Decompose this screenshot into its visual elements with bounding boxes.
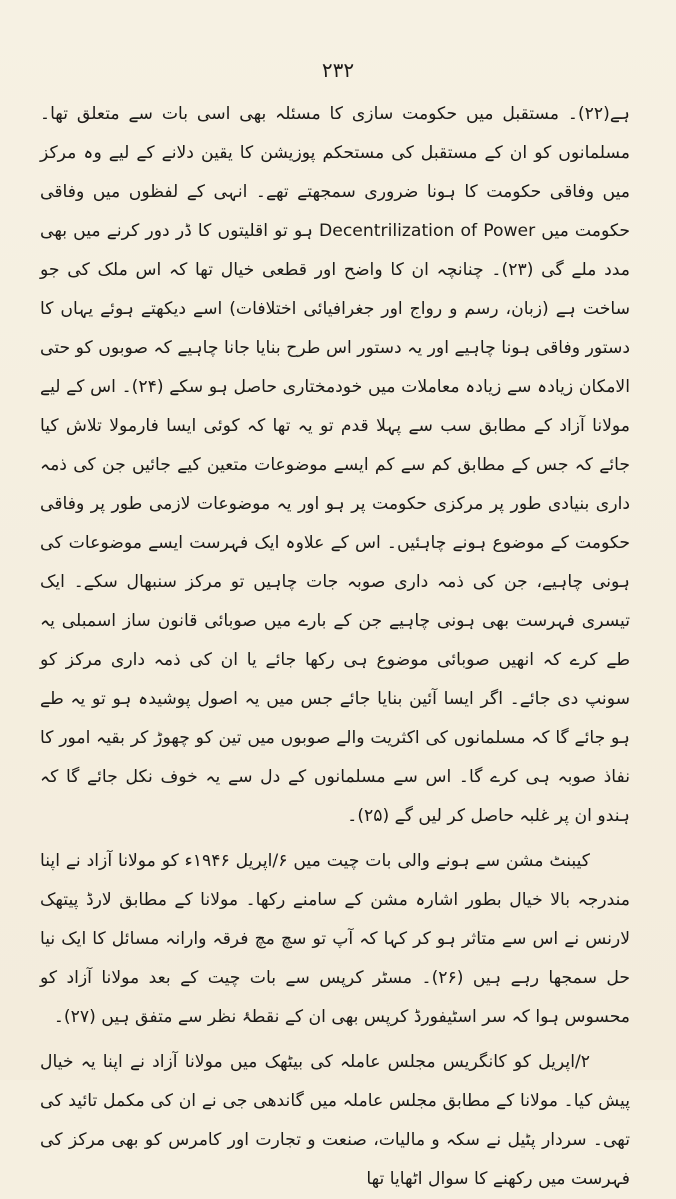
paragraph-3: ۲/اپریل کو کانگریس مجلس عاملہ کی بیٹھک میں مولانا آزاد نے اپنا یہ خیال پیش کیا۔ مولانا کے مطابق مجلس عاملہ میں گاندھی جی نے ان کی مکمل تائید کی تھی۔ سردار پٹیل نے سکہ و مالیات، صنعت و تجارت اور کامرس کو بھی مرکز کی فہرست میں رکھنے کا سوال اٹھایا تھا [40, 1052, 630, 1189]
paragraph-2: کیبنٹ مشن سے ہونے والی بات چیت میں ۶/اپریل ۱۹۴۶ء کو مولانا آزاد نے اپنا مندرجہ بالا خیال بطور اشارہ مشن کے سامنے رکھا۔ مولانا کے مطابق لارڈ پیتھک لارنس نے اس سے متاثر ہو کر کہا کہ آپ تو سچ مچ فرقہ وارانہ مسائل کا ایک نیا حل سمجھا رہے ہیں (۲۶)۔ مسٹر کرپس سے بات چیت کے بعد مولانا آزاد کو محسوس ہوا کہ سر اسٹیفورڈ کرپس بھی ان کے نقطۂ نظر سے متفق ہیں (۲۷)۔ [40, 851, 630, 1027]
paragraph-1: ہے(۲۲)۔ مستقبل میں حکومت سازی کا مسئلہ بھی اسی بات سے متعلق تھا۔ مسلمانوں کو ان کے مستقبل کی مستحکم پوزیشن کا یقین دلانے کے لیے وہ مرکز میں وفاقی حکومت کا ہونا ضروری سمجھتے تھے۔ انہی کے لفظوں میں وفاقی حکومت میں Decentrilization of Power ہو تو اقلیتوں کا ڈر دور کرنے میں بھی مدد ملے گی (۲۳)۔ چنانچہ ان کا واضح اور قطعی خیال تھا کہ اس ملک کی جو ساخت ہے (زبان، رسم و رواج اور جغرافیائی اختلافات) اسے دیکھتے ہوئے یہاں کا دستور وفاقی ہونا چاہیے اور یہ دستور اس طرح بنایا جانا چاہیے کہ صوبوں کو حتی الامکان زیادہ سے زیادہ معاملات میں خودمختاری حاصل ہو سکے (۲۴)۔ اس کے لیے مولانا آزاد کے مطابق سب سے پہلا قدم تو یہ تھا کہ کوئی ایسا فارمولا تلاش کیا جائے کہ جس کے مطابق کم سے کم ایسے موضوعات متعین کیے جائیں جن کی ذمہ داری بنیادی طور پر مرکزی حکومت پر ہو اور یہ موضوعات لازمی طور پر وفاقی حکومت کے موضوع ہونے چاہئیں۔ اس کے علاوہ ایک فہرست ایسے موضوعات کی ہونی چاہیے، جن کی ذمہ داری صوبہ جات چاہیں تو مرکز سنبھال سکے۔ ایک تیسری فہرست بھی ہونی چاہیے جن کے بارے میں صوبائی قانون ساز اسمبلی یہ طے کرے کہ انھیں صوبائی موضوع ہی رکھا جائے یا ان کی ذمہ داری مرکز کو سونپ دی جائے۔ اگر ایسا آئین بنایا جائے جس میں یہ اصول پوشیدہ ہو تو یہ طے ہو جائے گا کہ مسلمانوں کی اکثریت والے صوبوں میں تین کو چھوڑ کر بقیہ امور کا نفاذ صوبہ ہی کرے گا۔ اس سے مسلمانوں کے دل سے یہ خوف نکل جائے گا کہ ہندو ان پر غلبہ حاصل کر لیں گے (۲۵)۔ [40, 104, 631, 826]
page-body [40, 95, 630, 1199]
page-number: ۲۳۲ [321, 58, 355, 82]
